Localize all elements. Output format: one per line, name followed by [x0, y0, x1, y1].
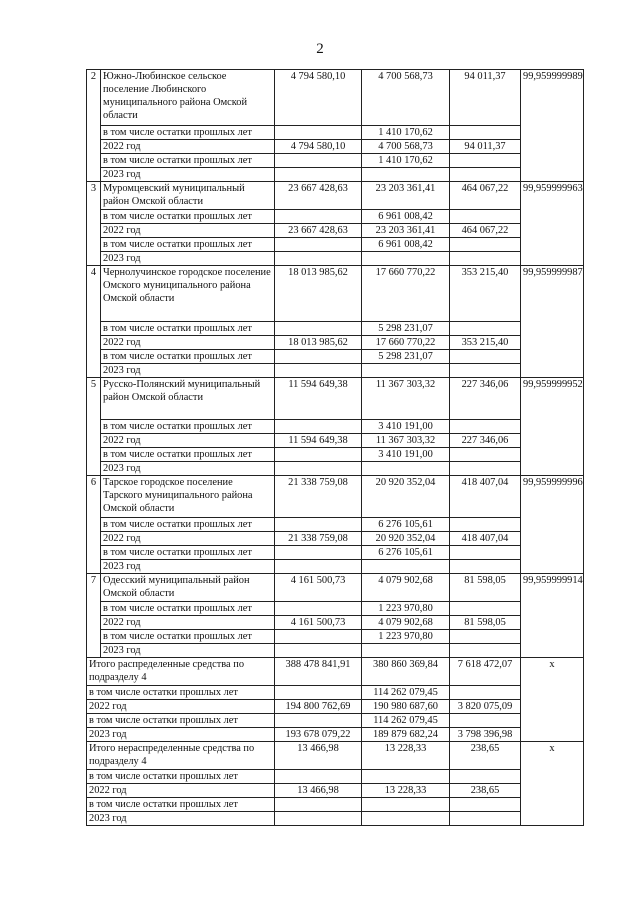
table-row: [87, 140, 584, 154]
row-number: 3: [87, 182, 101, 266]
value-cell: [275, 126, 362, 140]
row-label: 2023 год: [101, 168, 275, 182]
value-cell: 388 478 841,91: [275, 658, 362, 686]
value-cell: [450, 546, 521, 560]
table-row: [87, 336, 584, 350]
value-cell: 18 013 985,62: [275, 336, 362, 350]
value-cell: 6 276 105,61: [362, 546, 450, 560]
table-row: [87, 70, 584, 126]
table-row: [87, 532, 584, 546]
value-cell: [362, 644, 450, 658]
value-cell: [275, 812, 362, 826]
value-cell: [275, 448, 362, 462]
value-cell: 23 203 361,41: [362, 182, 450, 210]
row-label: в том числе остатки прошлых лет: [101, 322, 275, 336]
table-row: [87, 126, 584, 140]
value-cell: [450, 602, 521, 616]
total-row: [87, 658, 584, 686]
percent-cell: 99,959999996: [521, 476, 584, 574]
row-number: 6: [87, 476, 101, 574]
row-label: 2022 год: [101, 532, 275, 546]
value-cell: [275, 252, 362, 266]
allocation-table: [86, 69, 584, 826]
total-row: [87, 812, 584, 826]
percent-cell: 99,959999952: [521, 378, 584, 476]
value-cell: 4 794 580,10: [275, 140, 362, 154]
value-cell: 194 800 762,69: [275, 700, 362, 714]
value-cell: 11 594 649,38: [275, 434, 362, 448]
row-label: 2023 год: [101, 644, 275, 658]
value-cell: 380 860 369,84: [362, 658, 450, 686]
table-row: [87, 574, 584, 602]
value-cell: [450, 350, 521, 364]
value-cell: 3 410 191,00: [362, 420, 450, 434]
value-cell: 1 410 170,62: [362, 154, 450, 168]
value-cell: 81 598,05: [450, 616, 521, 630]
value-cell: 3 410 191,00: [362, 448, 450, 462]
value-cell: 23 667 428,63: [275, 182, 362, 210]
value-cell: [275, 686, 362, 700]
value-cell: 4 161 500,73: [275, 574, 362, 602]
table-row: [87, 364, 584, 378]
value-cell: [275, 322, 362, 336]
value-cell: [275, 560, 362, 574]
value-cell: 23 203 361,41: [362, 224, 450, 238]
row-label: в том числе остатки прошлых лет: [101, 420, 275, 434]
value-cell: 20 920 352,04: [362, 532, 450, 546]
value-cell: 23 667 428,63: [275, 224, 362, 238]
x-mark-cell: x: [521, 658, 584, 742]
value-cell: [275, 154, 362, 168]
row-label: 2022 год: [101, 140, 275, 154]
value-cell: [450, 560, 521, 574]
row-label: в том числе остатки прошлых лет: [101, 602, 275, 616]
value-cell: 18 013 985,62: [275, 266, 362, 322]
value-cell: [450, 448, 521, 462]
value-cell: [362, 812, 450, 826]
value-cell: 17 660 770,22: [362, 336, 450, 350]
value-cell: [450, 644, 521, 658]
percent-cell: 99,959999914: [521, 574, 584, 658]
value-cell: 4 161 500,73: [275, 616, 362, 630]
value-cell: 4 700 568,73: [362, 70, 450, 126]
table-row: [87, 518, 584, 532]
value-cell: 13 466,98: [275, 742, 362, 770]
total-row: [87, 798, 584, 812]
table-row: [87, 420, 584, 434]
table-row: [87, 560, 584, 574]
table-row: [87, 322, 584, 336]
row-label: Южно-Любинское сельское поселение Любинского муниципального района Омской области: [101, 70, 275, 126]
total-label: Итого распределенные средства по подразделу 4: [87, 658, 275, 686]
value-cell: [275, 630, 362, 644]
value-cell: [450, 210, 521, 224]
row-number: 2: [87, 70, 101, 182]
value-cell: 6 961 008,42: [362, 210, 450, 224]
total-label: в том числе остатки прошлых лет: [87, 714, 275, 728]
table-row: [87, 448, 584, 462]
value-cell: [450, 168, 521, 182]
value-cell: [450, 364, 521, 378]
value-cell: [450, 714, 521, 728]
table-row: [87, 182, 584, 210]
total-label: Итого нераспределенные средства по подразделу 4: [87, 742, 275, 770]
row-label: 2022 год: [101, 616, 275, 630]
value-cell: [450, 322, 521, 336]
value-cell: [450, 770, 521, 784]
value-cell: 1 223 970,80: [362, 602, 450, 616]
row-label: Одесский муниципальный район Омской области: [101, 574, 275, 602]
value-cell: 1 223 970,80: [362, 630, 450, 644]
value-cell: 7 618 472,07: [450, 658, 521, 686]
value-cell: [362, 560, 450, 574]
total-label: 2023 год: [87, 812, 275, 826]
value-cell: 5 298 231,07: [362, 350, 450, 364]
table-row: [87, 252, 584, 266]
value-cell: [450, 518, 521, 532]
row-label: в том числе остатки прошлых лет: [101, 126, 275, 140]
value-cell: [275, 238, 362, 252]
row-label: 2022 год: [101, 336, 275, 350]
value-cell: 94 011,37: [450, 70, 521, 126]
value-cell: 418 407,04: [450, 476, 521, 518]
value-cell: [450, 630, 521, 644]
row-label: 2023 год: [101, 252, 275, 266]
value-cell: [450, 798, 521, 812]
value-cell: 13 466,98: [275, 784, 362, 798]
row-label: Русско-Полянский муниципальный район Омской области: [101, 378, 275, 420]
value-cell: [275, 546, 362, 560]
value-cell: 190 980 687,60: [362, 700, 450, 714]
page-number: 2: [316, 41, 324, 57]
value-cell: [450, 252, 521, 266]
value-cell: [275, 210, 362, 224]
total-label: в том числе остатки прошлых лет: [87, 770, 275, 784]
value-cell: 4 700 568,73: [362, 140, 450, 154]
value-cell: [275, 714, 362, 728]
value-cell: 4 794 580,10: [275, 70, 362, 126]
x-mark-cell: x: [521, 742, 584, 826]
total-label: 2022 год: [87, 700, 275, 714]
value-cell: 21 338 759,08: [275, 532, 362, 546]
row-label: в том числе остатки прошлых лет: [101, 210, 275, 224]
table-row: [87, 546, 584, 560]
row-number: 5: [87, 378, 101, 476]
value-cell: 3 798 396,98: [450, 728, 521, 742]
row-label: в том числе остатки прошлых лет: [101, 448, 275, 462]
value-cell: [362, 770, 450, 784]
table-row: [87, 238, 584, 252]
total-label: 2023 год: [87, 728, 275, 742]
value-cell: 4 079 902,68: [362, 616, 450, 630]
row-label: в том числе остатки прошлых лет: [101, 630, 275, 644]
row-label: 2023 год: [101, 560, 275, 574]
value-cell: [275, 168, 362, 182]
row-label: Чернолучинское городское поселение Омского муниципального района Омской области: [101, 266, 275, 322]
value-cell: [362, 462, 450, 476]
row-number: 7: [87, 574, 101, 658]
row-label: Тарское городское поселение Тарского муниципального района Омской области: [101, 476, 275, 518]
value-cell: [275, 350, 362, 364]
table-row: [87, 350, 584, 364]
value-cell: [275, 644, 362, 658]
table-row: [87, 476, 584, 518]
total-row: [87, 714, 584, 728]
value-cell: [362, 798, 450, 812]
value-cell: [275, 798, 362, 812]
table-row: [87, 616, 584, 630]
value-cell: 81 598,05: [450, 574, 521, 602]
table-row: [87, 630, 584, 644]
value-cell: [450, 238, 521, 252]
value-cell: 464 067,22: [450, 224, 521, 238]
total-label: в том числе остатки прошлых лет: [87, 686, 275, 700]
table-row: [87, 434, 584, 448]
value-cell: [275, 770, 362, 784]
value-cell: [450, 420, 521, 434]
total-row: [87, 784, 584, 798]
total-row: [87, 700, 584, 714]
value-cell: [275, 518, 362, 532]
value-cell: 1 410 170,62: [362, 126, 450, 140]
value-cell: 4 079 902,68: [362, 574, 450, 602]
table-row: [87, 462, 584, 476]
value-cell: 189 879 682,24: [362, 728, 450, 742]
value-cell: [362, 364, 450, 378]
value-cell: [275, 364, 362, 378]
row-label: 2023 год: [101, 364, 275, 378]
value-cell: 20 920 352,04: [362, 476, 450, 518]
value-cell: 227 346,06: [450, 378, 521, 420]
table-row: [87, 168, 584, 182]
value-cell: 227 346,06: [450, 434, 521, 448]
value-cell: [275, 602, 362, 616]
row-label: 2022 год: [101, 434, 275, 448]
total-row: [87, 728, 584, 742]
total-row: [87, 770, 584, 784]
value-cell: [362, 168, 450, 182]
row-label: в том числе остатки прошлых лет: [101, 350, 275, 364]
row-label: в том числе остатки прошлых лет: [101, 238, 275, 252]
value-cell: 193 678 079,22: [275, 728, 362, 742]
total-row: [87, 686, 584, 700]
value-cell: [450, 154, 521, 168]
row-number: 4: [87, 266, 101, 378]
value-cell: 114 262 079,45: [362, 714, 450, 728]
value-cell: 238,65: [450, 742, 521, 770]
value-cell: 353 215,40: [450, 266, 521, 322]
value-cell: 238,65: [450, 784, 521, 798]
value-cell: 5 298 231,07: [362, 322, 450, 336]
value-cell: 11 367 303,32: [362, 434, 450, 448]
value-cell: [275, 462, 362, 476]
total-label: 2022 год: [87, 784, 275, 798]
value-cell: 17 660 770,22: [362, 266, 450, 322]
value-cell: 353 215,40: [450, 336, 521, 350]
table-row: [87, 266, 584, 322]
row-label: 2023 год: [101, 462, 275, 476]
table-row: [87, 644, 584, 658]
value-cell: [275, 420, 362, 434]
value-cell: 94 011,37: [450, 140, 521, 154]
value-cell: 21 338 759,08: [275, 476, 362, 518]
value-cell: [450, 686, 521, 700]
total-row: [87, 742, 584, 770]
table-row: [87, 602, 584, 616]
row-label: Муромцевский муниципальный район Омской области: [101, 182, 275, 210]
row-label: в том числе остатки прошлых лет: [101, 518, 275, 532]
value-cell: 418 407,04: [450, 532, 521, 546]
value-cell: [450, 812, 521, 826]
value-cell: 11 594 649,38: [275, 378, 362, 420]
table-row: [87, 378, 584, 420]
value-cell: 13 228,33: [362, 742, 450, 770]
total-label: в том числе остатки прошлых лет: [87, 798, 275, 812]
value-cell: 11 367 303,32: [362, 378, 450, 420]
row-label: в том числе остатки прошлых лет: [101, 546, 275, 560]
row-label: 2022 год: [101, 224, 275, 238]
table-row: [87, 210, 584, 224]
value-cell: 13 228,33: [362, 784, 450, 798]
value-cell: 6 276 105,61: [362, 518, 450, 532]
value-cell: 6 961 008,42: [362, 238, 450, 252]
value-cell: 464 067,22: [450, 182, 521, 210]
percent-cell: 99,959999963: [521, 182, 584, 266]
table-row: [87, 154, 584, 168]
row-label: в том числе остатки прошлых лет: [101, 154, 275, 168]
table-row: [87, 224, 584, 238]
value-cell: [450, 126, 521, 140]
value-cell: 114 262 079,45: [362, 686, 450, 700]
value-cell: [362, 252, 450, 266]
value-cell: 3 820 075,09: [450, 700, 521, 714]
value-cell: [450, 462, 521, 476]
percent-cell: 99,959999989: [521, 70, 584, 182]
percent-cell: 99,959999987: [521, 266, 584, 378]
